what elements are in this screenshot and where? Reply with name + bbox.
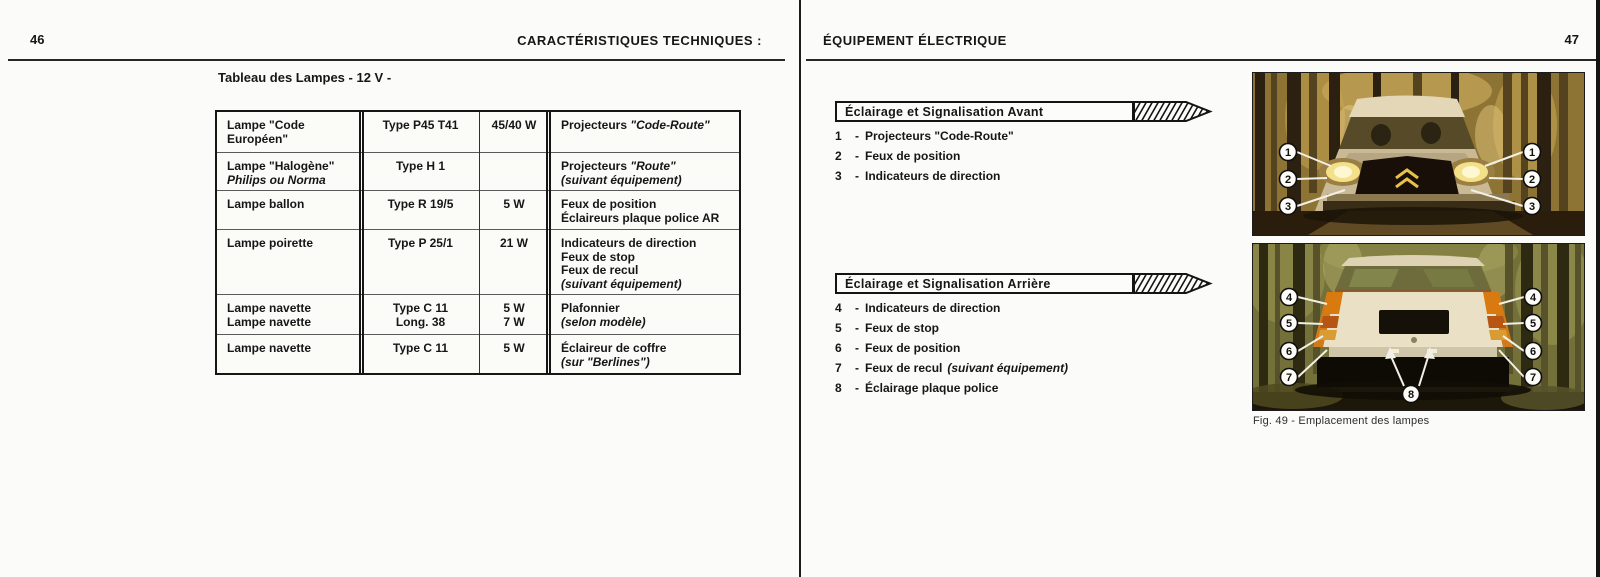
table-double-divider — [546, 112, 551, 373]
callout-7: 7 — [1285, 372, 1293, 384]
lamp-type-cell: Type C 11 Long. 38 — [362, 294, 479, 334]
lamp-watt-cell: 21 W — [479, 229, 549, 294]
list-item: 4 - Indicateurs de direction — [835, 301, 1001, 315]
lamp-type-cell: Type P 25/1 — [362, 229, 479, 294]
list-item: 7 - Feux de recul (suivant équipement) — [835, 361, 1069, 375]
callout-5: 5 — [1285, 318, 1293, 330]
lamp-type-cell: Type H 1 — [362, 152, 479, 190]
callout-3: 3 — [1528, 201, 1536, 213]
front-car-illustration — [1253, 73, 1584, 235]
hatched-arrow-icon — [1133, 273, 1213, 294]
lamp-usage-cell: Éclaireur de coffre (sur "Berlines") — [549, 334, 739, 373]
callout-3: 3 — [1284, 201, 1292, 213]
callout-8: 8 — [1407, 389, 1415, 401]
list-item: 2 - Feux de position — [835, 149, 961, 163]
list-item: 6 - Feux de position — [835, 341, 961, 355]
lamp-watt-cell: 5 W — [479, 190, 549, 229]
lamp-usage-cell: Feux de position Éclaireurs plaque police AR — [549, 190, 739, 229]
lamp-watt-cell — [479, 152, 549, 190]
lamp-usage-cell: Plafonnier (selon modèle) — [549, 294, 739, 334]
figure-photo-front — [1252, 72, 1585, 236]
lamp-name-cell: Lampe navette — [217, 334, 362, 373]
callout-1: 1 — [1284, 147, 1292, 159]
list-item: 1 - Projecteurs "Code-Route" — [835, 129, 1014, 143]
header-rule-left — [8, 59, 785, 61]
lamp-usage-cell: Indicateurs de direction Feux de stop Feux de recul (suivant équipement) — [549, 229, 739, 294]
lamp-watt-cell: 5 W — [479, 334, 549, 373]
lamp-type-cell: Type R 19/5 — [362, 190, 479, 229]
hatched-arrow-icon — [1133, 101, 1213, 122]
lamp-name-cell: Lampe navette Lampe navette — [217, 294, 362, 334]
figure-caption: Fig. 49 - Emplacement des lampes — [1253, 415, 1430, 427]
callout-6: 6 — [1529, 346, 1537, 358]
header-rule-right — [806, 59, 1596, 61]
lamp-watt-cell: 5 W 7 W — [479, 294, 549, 334]
section-rear-lighting — [835, 273, 1215, 401]
callout-2: 2 — [1284, 174, 1292, 186]
lamp-name-cell: Lampe ballon — [217, 190, 362, 229]
lamp-watt-cell: 45/40 W — [491, 118, 537, 132]
running-header-right: ÉQUIPEMENT ÉLECTRIQUE — [823, 33, 1007, 48]
callout-7: 7 — [1529, 372, 1537, 384]
lamp-usage-cell: Projecteurs "Route" (suivant équipement) — [549, 152, 739, 190]
table-double-divider — [359, 112, 364, 373]
table-single-divider — [479, 112, 480, 373]
callout-4: 4 — [1285, 292, 1293, 304]
lamp-name-cell: Lampe "Halogène" Philips ou Norma — [217, 152, 362, 190]
callout-5: 5 — [1529, 318, 1537, 330]
rear-car-illustration — [1253, 244, 1584, 410]
section-front-lighting — [835, 101, 1215, 189]
page-number-left: 46 — [30, 32, 45, 47]
section-title-front: Éclairage et Signalisation Avant — [835, 101, 1134, 122]
section-title-rear: Éclairage et Signalisation Arrière — [835, 273, 1134, 294]
callout-2: 2 — [1528, 174, 1536, 186]
lamp-usage-cell: Projecteurs "Code-Route" — [561, 118, 710, 132]
callout-1: 1 — [1528, 147, 1536, 159]
lamp-table — [215, 110, 741, 375]
rear-lighting-list — [835, 301, 1215, 401]
list-item: 3 - Indicateurs de direction — [835, 169, 1001, 183]
front-lighting-list — [835, 129, 1215, 189]
figure-photo-rear — [1252, 243, 1585, 411]
scan-right-edge — [1596, 0, 1600, 577]
lamp-name-cell: Lampe "Code Européen" — [227, 118, 305, 146]
lamp-type-cell: Type C 11 — [362, 334, 479, 373]
running-header-left: CARACTÉRISTIQUES TECHNIQUES : — [517, 33, 762, 48]
lamp-name-cell: Lampe poirette — [217, 229, 362, 294]
page-gutter-divider — [799, 0, 801, 577]
list-item: 8 - Éclairage plaque police — [835, 381, 999, 395]
page-number-right: 47 — [1564, 32, 1579, 47]
lamp-table-title: Tableau des Lampes - 12 V - — [218, 70, 392, 85]
callout-6: 6 — [1285, 346, 1293, 358]
lamp-type-cell: Type P45 T41 — [382, 118, 459, 132]
callout-4: 4 — [1529, 292, 1537, 304]
list-item: 5 - Feux de stop — [835, 321, 940, 335]
